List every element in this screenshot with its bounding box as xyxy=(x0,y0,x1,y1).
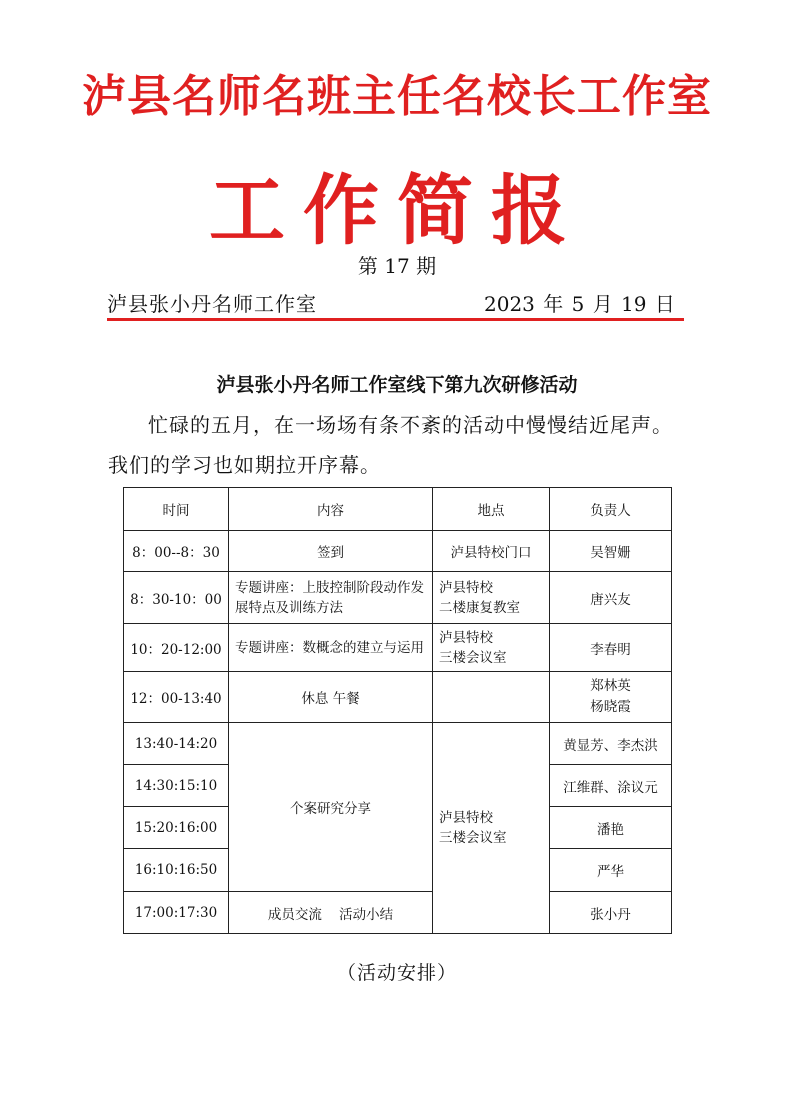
table-header-row xyxy=(124,488,672,531)
paragraph: 忙碌的五月，在一场场有条不紊的活动中慢慢结近尾声。 xyxy=(148,413,673,437)
content-cell: 签到 xyxy=(229,531,433,572)
schedule-table xyxy=(123,487,672,934)
article-headline: 泸县张小丹名师工作室线下第九次研修活动 xyxy=(216,374,578,396)
table-row xyxy=(124,531,672,572)
person-cell: 李春明 xyxy=(550,624,672,672)
person-cell: 唐兴友 xyxy=(550,572,672,624)
time-cell: 16:10:16:50 xyxy=(124,849,229,892)
organization-title: 泸县名师名班主任名校长工作室 xyxy=(82,71,712,122)
person-cell: 张小丹 xyxy=(550,892,672,934)
content-cell: 休息 午餐 xyxy=(229,672,433,723)
studio-name: 泸县张小丹名师工作室 xyxy=(107,292,317,316)
time-cell: 17:00:17:30 xyxy=(124,892,229,934)
person-cell: 江维群、涂议元 xyxy=(550,765,672,807)
place-cell xyxy=(433,572,550,624)
place-line: 三楼会议室 xyxy=(439,649,507,666)
place-cell xyxy=(433,624,550,672)
place-cell-merged xyxy=(433,723,550,934)
content-cell-merged: 个案研究分享 xyxy=(229,723,433,892)
header-time: 时间 xyxy=(124,488,229,531)
person-cell: 吴智姗 xyxy=(550,531,672,572)
issue-number: 第 17 期 xyxy=(357,254,437,278)
table-row xyxy=(124,723,672,765)
time-cell: 8：00--8：30 xyxy=(124,531,229,572)
time-cell: 15:20:16:00 xyxy=(124,807,229,849)
place-cell: 泸县特校门口 xyxy=(433,531,550,572)
time-cell: 10：20-12:00 xyxy=(124,624,229,672)
paragraph: 我们的学习也如期拉开序幕。 xyxy=(108,453,381,477)
person-cell: 黄显芳、李杰洪 xyxy=(550,723,672,765)
place-line: 三楼会议室 xyxy=(439,830,507,846)
place-cell xyxy=(433,672,550,723)
table-caption: （活动安排） xyxy=(336,962,457,984)
table-row xyxy=(124,892,672,934)
person-line: 杨晓霞 xyxy=(590,699,631,715)
time-cell: 14:30:15:10 xyxy=(124,765,229,807)
time-cell: 12：00-13:40 xyxy=(124,672,229,723)
time-cell: 13:40-14:20 xyxy=(124,723,229,765)
header-person: 负责人 xyxy=(550,488,672,531)
time-cell: 8：30-10：00 xyxy=(124,572,229,624)
red-divider xyxy=(107,318,684,321)
place-line: 泸县特校 xyxy=(439,579,493,596)
table-row xyxy=(124,624,672,672)
header-place: 地点 xyxy=(433,488,550,531)
table-row xyxy=(124,672,672,723)
header-content: 内容 xyxy=(229,488,433,531)
place-line: 泸县特校 xyxy=(439,810,493,826)
bulletin-title: 工作简报 xyxy=(209,166,585,255)
content-cell: 专题讲座：数概念的建立与运用 xyxy=(229,624,433,672)
content-cell: 成员交流 活动小结 xyxy=(229,892,433,934)
person-cell: 严华 xyxy=(550,849,672,892)
issue-date: 2023 年 5 月 19 日 xyxy=(484,292,675,316)
person-cell: 潘艳 xyxy=(550,807,672,849)
person-line: 郑林英 xyxy=(590,678,631,694)
person-cell xyxy=(550,672,672,723)
place-line: 泸县特校 xyxy=(439,629,493,646)
table-row xyxy=(124,572,672,624)
place-line: 二楼康复教室 xyxy=(439,599,520,616)
content-cell: 专题讲座：上肢控制阶段动作发展特点及训练方法 xyxy=(229,572,433,624)
